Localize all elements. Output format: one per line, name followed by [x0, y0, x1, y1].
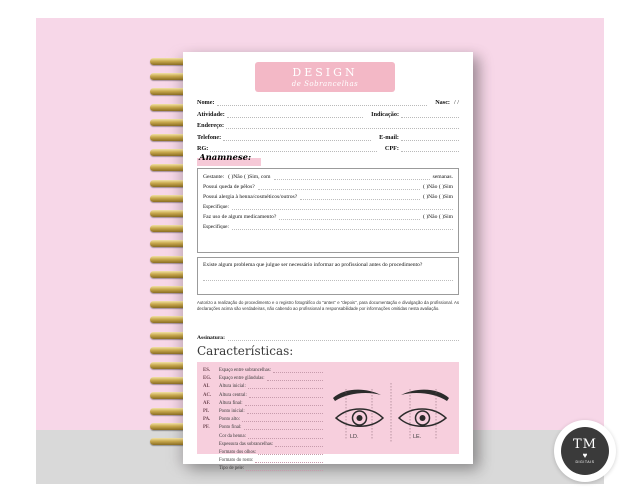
logo-badge — [554, 420, 616, 482]
caracteristica-input[interactable] — [244, 424, 323, 430]
indicacao-label: Indicação: — [371, 110, 399, 118]
caracteristica-input[interactable] — [248, 383, 323, 389]
caracteristica-row — [203, 375, 323, 381]
question-options[interactable]: ( )Não ( )Sim — [423, 184, 453, 190]
question-text: Especifique: — [203, 204, 229, 210]
telefone-label: Telefone: — [197, 133, 222, 141]
eye-label-right: LE. — [413, 434, 422, 440]
notebook-page — [183, 52, 473, 472]
caracteristica-label: Ponto alto: — [219, 417, 240, 423]
question-options[interactable]: ( )Não ( )Sim — [423, 214, 453, 220]
caracteristica-key: EG. — [203, 376, 212, 382]
endereco-label: Endereço: — [197, 122, 225, 129]
indicacao-input[interactable] — [401, 110, 459, 118]
rg-label: RG: — [197, 145, 209, 152]
caracteristica-row — [203, 433, 323, 439]
caracteristica-input[interactable] — [273, 367, 323, 373]
field-row — [197, 133, 459, 141]
caracteristica-key: ES. — [203, 368, 211, 373]
question-suffix: semanas. — [432, 174, 453, 180]
question-text: Faz uso de algum medicamento? — [203, 214, 277, 220]
caracteristica-row — [203, 465, 323, 471]
caracteristica-row — [203, 441, 323, 447]
question-gestante — [203, 173, 453, 180]
field-row — [197, 98, 459, 106]
endereco-input[interactable] — [226, 121, 459, 129]
logo-circle — [561, 427, 609, 475]
question-text: Possui queda de pêlos? — [203, 184, 255, 190]
caracteristica-key: AI. — [203, 384, 210, 390]
nasc-date-value[interactable]: / / — [454, 99, 459, 106]
caracteristica-input[interactable] — [247, 408, 323, 414]
question-alergia — [203, 193, 453, 200]
eyes-illustration — [329, 380, 453, 446]
caracteristica-label: Espessura das sobrancelhas: — [219, 441, 274, 447]
problem-answer-line[interactable] — [203, 273, 453, 281]
caracteristica-label: Altura final: — [219, 400, 243, 406]
caracteristica-label: Altura inicial: — [219, 384, 246, 390]
answer-line — [300, 193, 420, 200]
caracteristica-input[interactable] — [249, 392, 323, 398]
field-row — [197, 110, 459, 118]
caracteristica-label: Espaço entre glândulas: — [219, 376, 265, 382]
page-title: DESIGN — [292, 65, 358, 79]
heart-icon: ♥ — [582, 451, 588, 460]
terms-text: Autorizo a realização do procedimento e o registro fotográfico do "antes" e "depois", para documentação e divulgação da profissional. As declarações acima são verdadeiras, não cabendo ao profissional a responsabilidade por informações omitidas nesta avaliação. — [197, 300, 459, 311]
nome-label: Nome: — [197, 99, 215, 106]
caracteristica-key: AF. — [203, 400, 211, 406]
telefone-input[interactable] — [223, 133, 371, 141]
caracteristica-row — [203, 400, 323, 406]
problem-question: Existe algum problema que julgue ser necessário informar ao profissional antes do procedimento? — [203, 262, 423, 268]
caracteristica-key: PI. — [203, 408, 209, 414]
email-input[interactable] — [401, 133, 459, 141]
question-text: Gestante: — [203, 174, 225, 180]
caracteristica-row — [203, 408, 323, 414]
question-options[interactable]: ( )Não ( )Sim, com — [228, 174, 271, 180]
problem-box — [197, 257, 459, 295]
form-sheet — [183, 52, 473, 472]
caracteristica-key: PF. — [203, 425, 210, 431]
caracteristica-input[interactable] — [258, 449, 323, 455]
question-especifique-1 — [203, 203, 453, 210]
caracteristica-label: Ponto inicial: — [219, 408, 245, 414]
answer-line — [279, 213, 420, 220]
question-queda-pelos — [203, 183, 453, 190]
nome-input[interactable] — [217, 98, 428, 106]
caracteristica-label: Cor da henna: — [219, 433, 246, 439]
question-options[interactable]: ( )Não ( )Sim — [423, 194, 453, 200]
answer-line[interactable] — [232, 223, 453, 230]
eye-label-left: LD. — [350, 434, 359, 440]
signature-line[interactable] — [228, 333, 459, 341]
caracteristica-input[interactable] — [248, 433, 323, 439]
rg-input[interactable] — [210, 144, 377, 152]
cpf-label: CPF: — [384, 145, 399, 152]
caracteristica-label: Ponto final: — [219, 425, 242, 431]
question-medicamento — [203, 213, 453, 220]
caracteristica-row — [203, 424, 323, 430]
question-text: Especifique: — [203, 224, 229, 230]
caracteristica-row — [203, 383, 323, 389]
identification-fields — [197, 98, 459, 156]
answer-line — [258, 183, 420, 190]
caracteristica-input[interactable] — [245, 400, 323, 406]
atividade-label: Atividade: — [197, 110, 225, 118]
caracteristica-label: Tipo de pele: — [219, 466, 245, 472]
caracteristica-input[interactable] — [242, 416, 323, 422]
caracteristica-key: PA. — [203, 417, 211, 423]
signature-label: Assinatura: — [197, 335, 225, 341]
logo-subtitle: DIGITAIS — [575, 460, 595, 464]
nasc-label: Nasc: — [435, 99, 450, 106]
cpf-input[interactable] — [401, 144, 459, 152]
anamnese-box — [197, 168, 459, 253]
caracteristica-input[interactable] — [246, 465, 323, 471]
caracteristica-label: Formato do rosto: — [219, 458, 254, 464]
caracteristica-key: AC. — [203, 392, 212, 398]
page-subtitle: de Sobrancelhas — [291, 79, 359, 88]
answer-line[interactable] — [232, 203, 453, 210]
caracteristicas-panel — [197, 362, 459, 472]
email-label: E-mail: — [379, 133, 399, 141]
form-title-box — [255, 62, 395, 92]
caracteristica-row — [203, 449, 323, 455]
field-row — [197, 144, 459, 152]
caracteristica-row — [203, 457, 323, 463]
signature-row — [197, 333, 459, 341]
caracteristica-input[interactable] — [267, 375, 323, 381]
caracteristica-row — [203, 367, 323, 373]
question-especifique-2 — [203, 223, 453, 230]
caracteristica-input[interactable] — [255, 457, 323, 463]
field-row — [197, 121, 459, 129]
question-text: Possui alergia à henna/cosméticos/outros? — [203, 194, 298, 200]
caracteristica-label: Altura central: — [219, 392, 247, 398]
caracteristica-label: Formato dos olhos: — [219, 449, 257, 455]
caracteristica-row — [203, 416, 323, 422]
logo-monogram: TM — [573, 437, 597, 452]
atividade-input[interactable] — [227, 110, 363, 118]
caracteristica-label: Espaço entre sobrancelhas: — [219, 368, 271, 373]
caracteristica-input[interactable] — [275, 441, 323, 447]
caracteristicas-list — [203, 367, 323, 473]
caracteristicas-heading: Características: — [197, 344, 294, 358]
eyebrow-diagram — [329, 380, 453, 446]
answer-line[interactable] — [274, 173, 430, 180]
anamnese-heading: Anamnese: — [199, 153, 252, 163]
caracteristica-row — [203, 392, 323, 398]
